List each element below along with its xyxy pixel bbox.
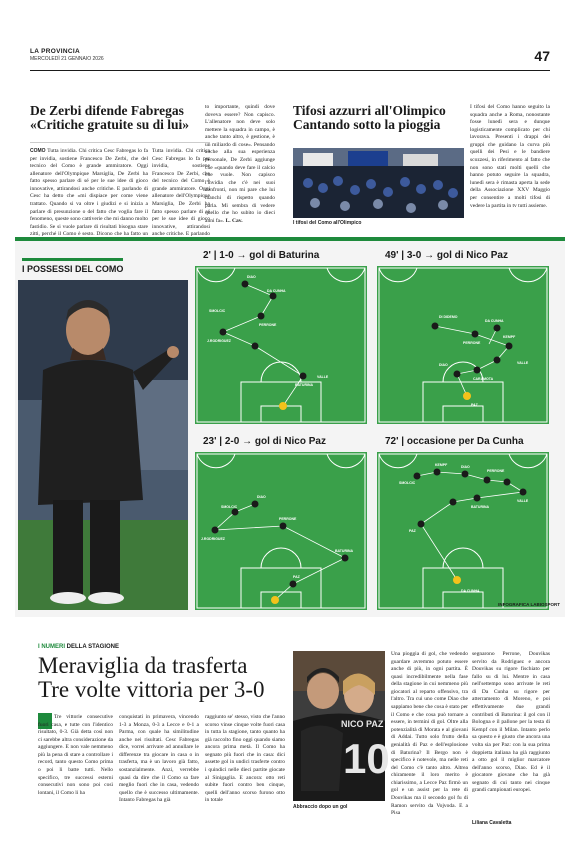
article1-signature: L. Cav. (225, 217, 243, 224)
article1-title-line1: De Zerbi difende Fabregas (30, 103, 184, 118)
player-label: KEMPF (503, 335, 516, 339)
player-label: BATURINA (471, 505, 490, 509)
player-label: PAZ (293, 575, 300, 579)
article3-col4 (391, 651, 468, 826)
article3-signature: Liliana Cavaletta (472, 820, 512, 826)
article3-headline (38, 654, 265, 702)
article3-title-line1: Meraviglia da trasferta (38, 653, 248, 678)
player-label: PERRONE (463, 341, 481, 345)
article1-col1 (30, 148, 148, 238)
article3-col2-text: conquistati in primavera, vincendo 1-3 a Monza, 0-3 a Lecce e 0-1 a Parma, con quale ha similitudine anche nei risultati. Cesc Fabregas dice, vorrei arrivare ad annullare le differenze tra giocare in casa o in trasferta, ma è un lavoro già fatto, sostanzialmente. Anzi, verrebbe quasi da dire che il Como sa fare meglio fuori che in casa, vedendo quello che è successo ultimamente. Intanto Fabregas ha già (119, 714, 199, 804)
panel3-label: 23' | 2-0 → gol di Nico Paz (195, 432, 367, 452)
celebration-photo (293, 651, 390, 801)
player-label: DA CUNHA (461, 589, 480, 593)
article3-col5-text: segnarono Perrone, Douvikas servito da Rodriguez e ancora Douvikas su rigore fischiato per fallo su di lui. Mentre in casa nell'settempo sono arrivate le reti di Da Cunha su rigore per atterramento di Moreno, e poi effettivamente due grandi contributi di Baturina: il gol con il Bologna e il pallone per la testa di Kempf con il Milan. Intanto perlo sa questo e è giusto che ancora una volta sia per Paz: con la sua prima doppietta italiana ha già raggiunto a otto gol il miglior marcatore dell'anno scorso, Diao. Ed è il giocatore giovane che ha già segnato di cui tanto nei cinque grandi campionati europei. (472, 651, 550, 794)
section-tag-main: I NUMERI (38, 644, 65, 650)
page-number: 47 (534, 48, 550, 64)
player-label: BATURINA (295, 383, 314, 387)
pitch-panel-1 (195, 246, 367, 424)
player-label: DA CUNHA (485, 319, 504, 323)
article1-headline (30, 104, 210, 132)
panel4-label: 72' | occasione per Da Cunha (377, 432, 549, 452)
pitch-panel-2 (377, 246, 549, 424)
shirt-name: NICO PAZ (341, 719, 384, 729)
infographic-credit: INFOGRAFICA LABIOSPORT (498, 602, 560, 607)
player-label: DIAO (461, 465, 470, 469)
article3-col5 (472, 651, 550, 819)
player-label: VALLE (317, 375, 329, 379)
infographic-title: I POSSESSI DEL COMO (22, 258, 123, 274)
panel1-diagram (195, 266, 367, 424)
player-label: J.RODRIGUEZ (201, 537, 225, 541)
article3-col3-text: raggiunto se' stesso, visto che l'anno scorso vinse cinque volte fuori casa in tutta la stagione, tanto quanto ha già raccolto fino oggi quando siamo ancora prima metà. Il Como ha segnato più fuori che in casa: dici assette gol in undici trasferte contro i quindici nelle dieci partite giocate al Sinigaglia. E ancora: otto reti subite fuori contro ben cinque, quelli dell'anno scorso furono otto in totale (205, 714, 285, 804)
masthead (30, 48, 550, 68)
article1-col1b (152, 148, 210, 238)
article3-title-line2: Tre volte vittoria per 3-0 (38, 677, 265, 703)
player-label: DA CUNHA (267, 289, 286, 293)
panel3-diagram (195, 452, 367, 610)
article1-title-line2: «Critiche gratuite su di lui» (30, 117, 189, 133)
fans-photo (293, 148, 464, 218)
panel2-diagram (377, 266, 549, 424)
fans-photo-caption: I tifosi del Como all'Olimpico (293, 220, 362, 226)
pitch-panel-4 (377, 432, 549, 610)
newspaper-name: LA PROVINCIA (30, 48, 80, 55)
player-label: J.RODRIGUEZ (207, 339, 231, 343)
article2-text-content: I tifosi del Como hanno seguito la squadra anche a Roma, nonostante fosse lunedì sera e dunque logisticamente complicato per chi lavorava. Presenti i drappi dei gruppi che guidano la curva più quelli dei Pesi e le bandiere scozzesi, in riferimento al fatto che non sono stati molti quelli che hanno potuto seguire la squadra, lunedì sera è rimasta aperta la sede della Associazione XXV Maggio per consentire a molti tifosi di vedere la partita in tv tutti assieme. (470, 104, 550, 209)
article3-col2 (119, 714, 199, 826)
player-label: DIAO (257, 495, 266, 499)
player-label: DI DIDEMO (439, 315, 458, 319)
article1-col1b-text: Tutta invidia. Chi critica Cesc Fabregas lo fa per invidia, sostiene Francesco De Zerbi, che del tecnico del Como è grande ammiratore. Oggi allenatore dell'Olympique Marsiglia, De Zerbi ha fatto spesso parlare di sé per le sue idee di gioco innovative, attirandosi anche critiche. E parlando (152, 148, 210, 238)
issue-date: MERCOLEDÌ 21 GENNAIO 2026 (30, 56, 104, 62)
article3-col1-text: Tre vittorie consecutive fuori casa, e tutte con l'identico risultato, 0-3. Già detta così non ci sarebbe altra considerazione da aggiungere. E non vale nemmeno più la pena di stare a controllare i record, tanto questo Como prima o poi li batte tutti. Nello specifico, tre successi esterni consecutivi non sono poi così lontani, il Como li ha (38, 714, 113, 796)
player-label: SMOLCIC (209, 309, 226, 313)
section-tag (38, 644, 119, 650)
masthead-rule (30, 70, 550, 71)
article2-text (470, 104, 550, 230)
player-label: DIAO (247, 275, 256, 279)
infographic-top-bar (15, 237, 565, 241)
panel4-diagram (377, 452, 549, 610)
article2-title-line1: Tifosi azzurri all'Olimpico (293, 103, 446, 118)
divider (30, 142, 210, 143)
player-label: BATURINA (335, 549, 354, 553)
article2-title-line2: Cantando sotto la pioggia (293, 117, 441, 133)
article1-kicker: COMO (30, 148, 46, 154)
player-label: PERRONE (487, 469, 505, 473)
player-label: PERRONE (279, 517, 297, 521)
player-label: PAZ (471, 403, 478, 407)
player-label: VALLE (517, 361, 529, 365)
article3-col1 (38, 714, 113, 826)
shirt-number: 10 (343, 735, 390, 782)
player-label: DIAO (439, 363, 448, 367)
player-label: SMOLCIC (221, 505, 238, 509)
player-label: PERRONE (259, 323, 277, 327)
player-label: KEMPF (435, 463, 448, 467)
article3-col4-text: Una pioggia di gol, che vedendo guardare avremmo potuto essere anche di più, in ogni partita. È quasi incredibilmente nella fase della stagione in cui nemmeno più giocatori al reparto offensivo, tra l'altro. Tra cui uno come Diao che sappiamo bene che cosa è stato per il Como e che cosa può tornare a essere, in termini di gol. Oltre alla potenzialità di Morata e al giovani di Addai. Tutto solo frutto della genialità di Paz e dell'esplosione di Baturina? Il Bergo non è specifico è notevole, ma nelle reti del Como c'è tanto altro. Altrea chiramente il loro merito è chiarissimo, a Lecce Paz firmò un gol e un assist per la rete di Douvikas ma il secondo gol fu di Ramon servito da Vojvoda. E a Pisa (391, 651, 468, 817)
coach-photo (18, 280, 188, 610)
player-label: SMOLCIC (399, 481, 416, 485)
panel1-label: 2' | 1-0 → gol di Baturina (195, 246, 367, 266)
article1-col2-text: to importante, quindi dove doveva essere? Non capisco. L'allenatore non deve solo mettere la squadra in campo, è anche tanto altro, è gestione, è un miliardo di cose». Pensando anche alla sua esperienza personale, De Zerbi aggiunge che «quando deve fare il calcio che vuole. Non capisco l'invidia che c'è nei suoi confronti, non mi pare che lui manchi di rispetto quando parla. Mi sembra di vedere quello che ho subito io dieci anni fa». (205, 104, 275, 224)
pitch-panel-3 (195, 432, 367, 610)
article1-col1-text: Tutta invidia. Chi critica Cesc Fabregas lo fa per invidia, sostiene Francesco De Zerbi, che del tecnico del Como è grande ammiratore. Oggi allenatore dell'Olympique Marsiglia, De Zerbi ha fatto spesso parlare di sé per le sue idee di gioco innovative, attirandosi anche critiche. E parlando di Cesc ha detto che «mi dispiace per come viene trattato. Quando si va oltre i giudizi e si inizia a parlare di presunzione o del fatto che voglia fare il fenomeno, queste sono cattiverie che mi danno molto fastidio. Se si vuole parlare di risultati bisogna stare zitti, perché il Como è sesto. Dicono che ha fatto un (30, 148, 148, 238)
article3-col3 (205, 714, 285, 826)
player-label: VALLE (517, 499, 529, 503)
article2-headline (293, 104, 483, 132)
article1-col2 (205, 104, 275, 228)
panel2-label: 49' | 3-0 → gol di Nico Paz (377, 246, 549, 266)
celebration-photo-caption: Abbraccio dopo un gol (293, 804, 348, 810)
section-tag-rest: DELLA STAGIONE (66, 644, 120, 650)
player-label: PAZ (409, 529, 416, 533)
player-label: CARAMOTA (473, 377, 494, 381)
